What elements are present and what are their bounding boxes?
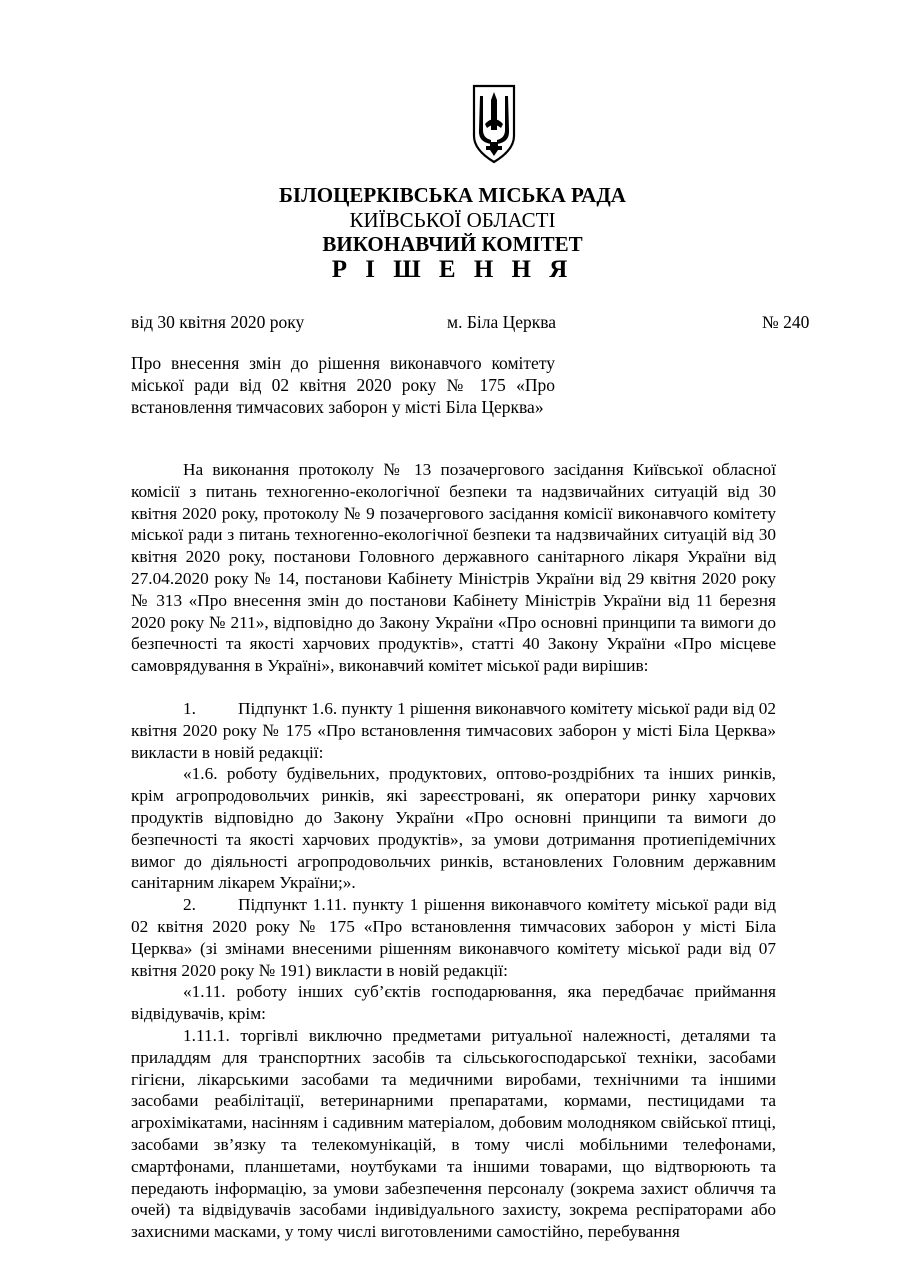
committee-name: ВИКОНАВЧИЙ КОМІТЕТ — [322, 232, 583, 256]
decision-place: м. Біла Церква — [447, 312, 557, 332]
item-2-text: Підпункт 1.11. пункту 1 рішення виконавчого комітету міської ради від 02 квітня 2020 року № 175 «Про встановлення тимчасових заборон у місті Біла Церква» (зі змінами внесеними рішенням виконавчого комітету міської ради від 07 квітня 2020 року № 191) викласти в новій редакції: — [131, 895, 776, 980]
item-2-subitem: 1.11.1. торгівлі виключно предметами ритуальної належності, деталями та приладдям для транспортних засобів та сільськогосподарської техніки, засобами гігієни, лікарськими засобами та медичними виробами, технічними та іншими засобами реабілітації, ветеринарними препаратами, кормами, пестицидами та агрохімікатами, насінням і садивним матеріалом, добовим молодняком свійської птиці, засобами зв’язку та телекомунікацій, в тому числі мобільними телефонами, смартфонами, планшетами, ноутбуками та іншими товарами, що відтворюють та передають інформацію, за умови забезпечення персоналу (зокрема захист обличчя та очей) та відвідувачів засобами індивідуального захисту, зокрема респіраторами або захисними масками, у тому числі виготовленими самостійно, перебування — [131, 1025, 776, 1242]
item-1 — [131, 698, 776, 763]
decision-number: № 240 — [762, 312, 810, 332]
item-2 — [131, 894, 776, 981]
preamble: На виконання протоколу № 13 позачергового засідання Київської обласної комісії з питань техногенно-екологічної безпеки та надзвичайних ситуацій від 30 квітня 2020 року, протоколу № 9 позачергового засідання комісії виконавчого комітету міської ради з питань техногенно-екологічної безпеки та надзвичайних ситуацій від 30 квітня 2020 року, постанови Головного державного санітарного лікаря України від 27.04.2020 року № 14, постанови Кабінету Міністрів України від 29 квітня 2020 року № 313 «Про внесення змін до постанови Кабінету Міністрів України від 11 березня 2020 року № 211», відповідно до Закону України «Про основні принципи та вимоги до безпечності та якості харчових продуктів», статті 40 Закону України «Про місцеве самоврядування в Україні», виконавчий комітет міської ради вирішив: — [131, 460, 776, 676]
document-type: Р І Ш Е Н Н Я — [331, 256, 574, 283]
decision-date: від 30 квітня 2020 року — [131, 312, 305, 332]
item-2-number: 2. — [183, 895, 196, 915]
tryzub-icon — [466, 84, 522, 164]
item-2-quote: «1.11. роботу інших суб’єктів господарювання, яка передбачає приймання відвідувачів, крім: — [131, 982, 776, 1024]
decision-subject: Про внесення змін до рішення виконавчого комітету міської ради від 02 квітня 2020 року № 175 «Про встановлення тимчасових заборон у місті Біла Церква» — [131, 353, 555, 417]
item-1-number: 1. — [183, 698, 196, 718]
region-name: КИЇВСЬКОЇ ОБЛАСТІ — [349, 208, 556, 232]
decision-body — [131, 459, 776, 1243]
council-name: БІЛОЦЕРКІВСЬКА МІСЬКА РАДА — [279, 183, 626, 207]
item-1-quote: «1.6. роботу будівельних, продуктових, оптово-роздрібних та інших ринків, крім агропродовольчих ринків, які зареєстровані, як оператори ринку харчових продуктів відповідно до Закону України «Про основні принципи та вимоги до безпечності та якості харчових продуктів», за умови дотримання протиепідемічних вимог до діяльності агропродовольчих ринків, встановлених Головним державним санітарним лікарем України;». — [131, 764, 776, 893]
item-1-text: Підпункт 1.6. пункту 1 рішення виконавчого комітету міської ради від 02 квітня 2020 року № 175 «Про встановлення тимчасових заборон у місті Біла Церква» викласти в новій редакції: — [131, 698, 776, 762]
